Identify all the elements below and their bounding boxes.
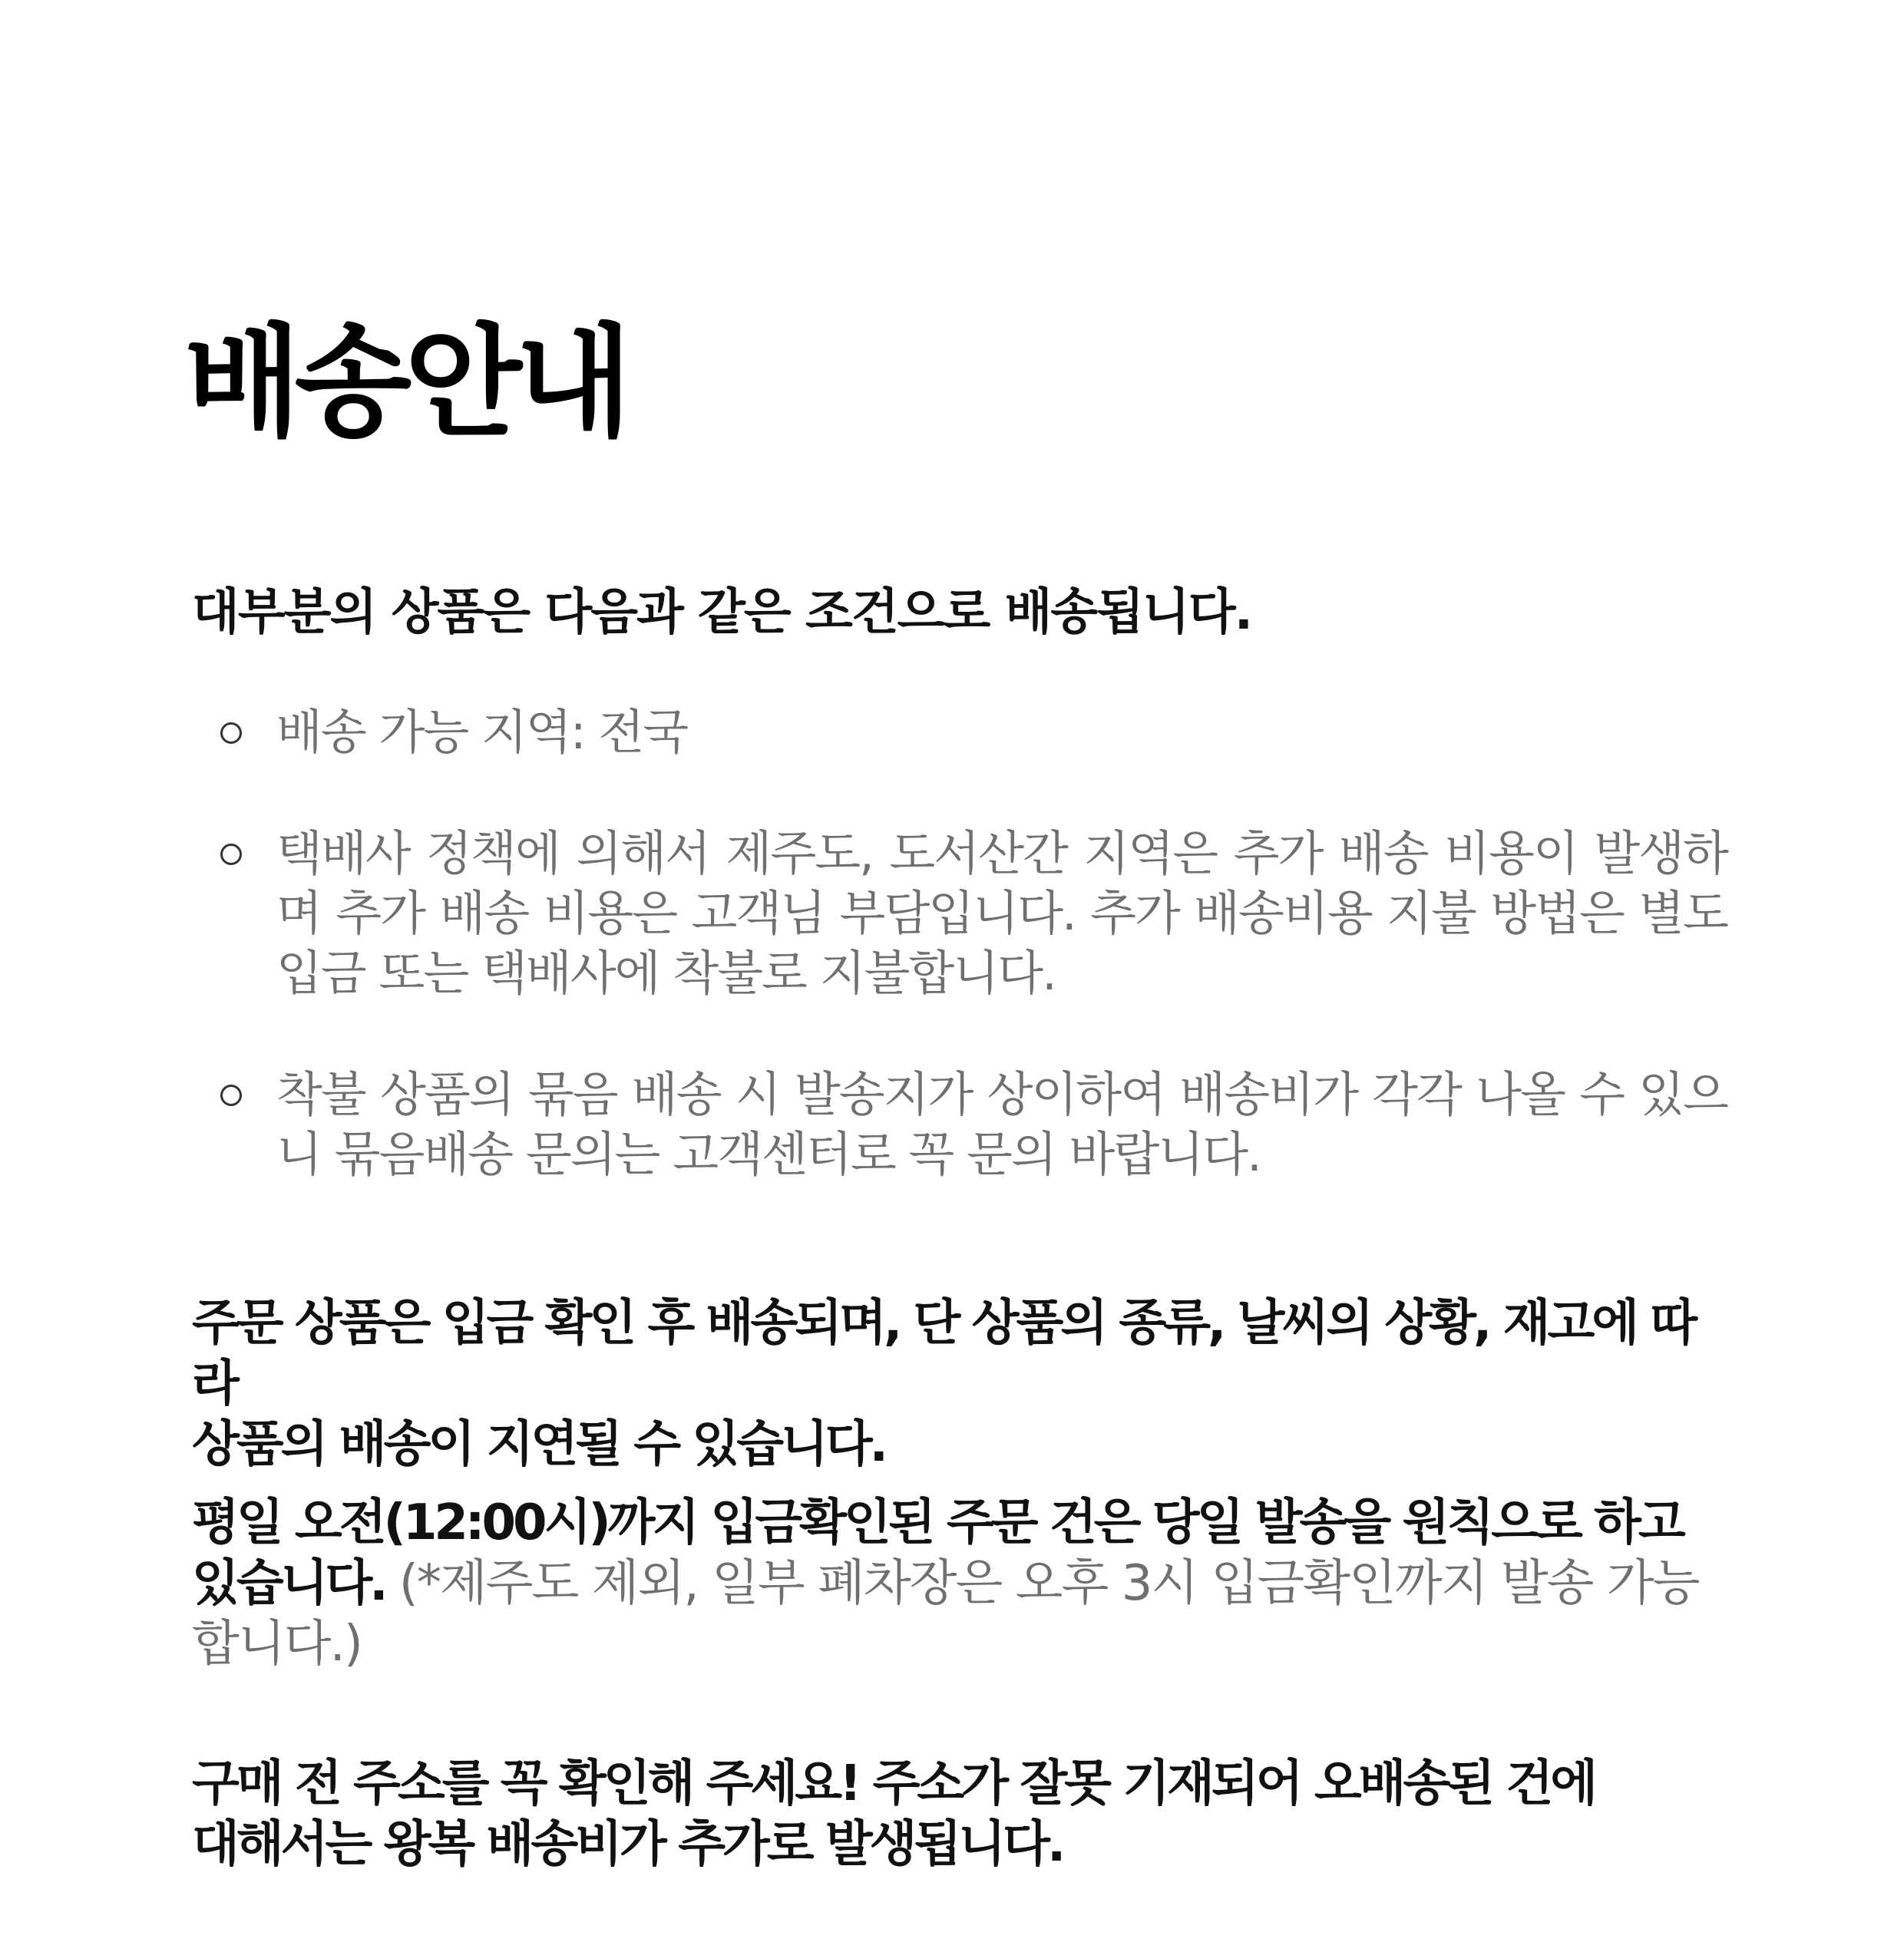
address-line-1: 구매 전 주소를 꼭 확인해 주세요! 주소가 잘못 기재되어 오배송된 건에 [192, 1755, 1595, 1812]
shipping-delay-line-2: 상품의 배송이 지연될 수 있습니다. [192, 1416, 885, 1473]
circle-outline-icon [220, 844, 242, 865]
page-title: 배송안내 [184, 312, 626, 454]
dispatch-line-1: 평일 오전(12:00시)까지 입금확인된 주문 건은 당일 발송을 원칙으로 하고 [192, 1494, 1683, 1551]
list-item [219, 824, 1727, 1003]
dispatch-note-line-1: (*제주도 제외, 일부 폐차장은 오후 3시 입금확인까지 발송 가능 [398, 1555, 1699, 1612]
shipping-delay-line-1: 주문 상품은 입금 확인 후 배송되며, 단 상품의 종류, 날씨의 상황, 재고에 따라 [192, 1295, 1695, 1412]
intro-text: 대부분의 상품은 다음과 같은 조건으로 배송됩니다. [192, 584, 1252, 641]
delivery-conditions-list [219, 702, 1727, 1246]
same-day-dispatch-notice [192, 1493, 1727, 1675]
shipping-delay-notice [192, 1293, 1727, 1475]
list-item-text: 배송 가능 지역: 전국 [276, 704, 688, 760]
list-item-text: 택배사 정책에 의해서 제주도, 도서산간 지역은 추가 배송 비용이 발생하며 추가 배송 비용은 고객님 부담입니다. 추가 배송비용 지불 방법은 별도 입금 또는 택배사에 착불로 지불합니다. [276, 825, 1727, 1001]
address-check-notice [192, 1754, 1727, 1875]
list-item [219, 702, 1727, 762]
dispatch-bold-text: 있습니다. [192, 1555, 385, 1612]
dispatch-note-line-2: 합니다.) [192, 1616, 362, 1673]
address-line-2: 대해서는 왕복 배송비가 추가로 발생됩니다. [192, 1816, 1063, 1873]
circle-outline-icon [220, 1085, 242, 1106]
circle-outline-icon [220, 722, 242, 744]
list-item [219, 1065, 1727, 1184]
list-item-text: 착불 상품의 묶음 배송 시 발송지가 상이하여 배송비가 각각 나올 수 있으니 묶음배송 문의는 고객센터로 꼭 문의 바랍니다. [276, 1066, 1727, 1182]
